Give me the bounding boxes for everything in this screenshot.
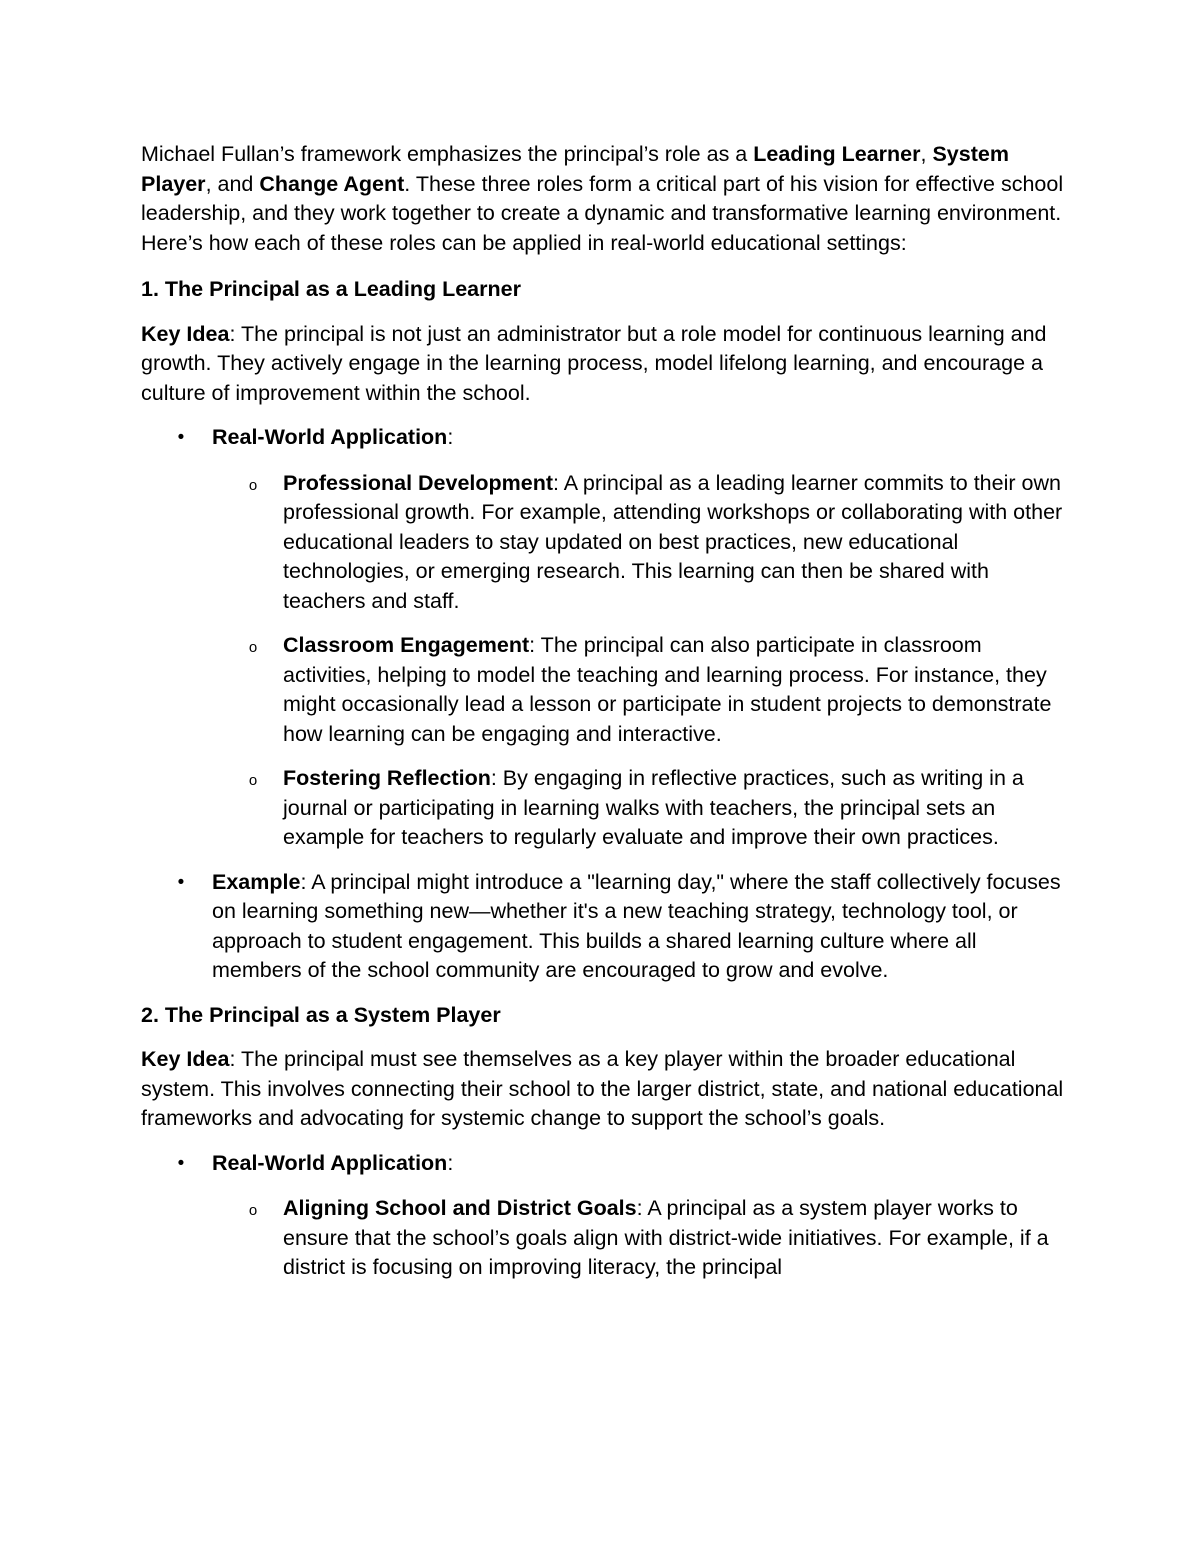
document-page (141, 140, 1071, 1298)
sub-list-item (248, 764, 1071, 853)
intro-text-4: . These three roles form a critical part of his vision for effective school leadership, and they work together to create a dynamic and transformative learning environment. Here’s how each of these roles can be applied in real-world educational settings: (141, 171, 1064, 255)
example-text: : A principal might introduce a "learning day," where the staff collectively focuses on learning something new—whether it's a new teaching strategy, technology tool, or approach to student engagement. This builds a shared learning culture where all members of the school community are encouraged to grow and evolve. (212, 869, 1061, 982)
list-item (177, 423, 1071, 853)
key-idea-text: : The principal must see themselves as a key player within the broader educational system. This involves connecting their school to the larger district, state, and national educational frameworks and advocating for systemic change to support the school’s goals. (141, 1047, 1064, 1130)
key-idea-label: Key Idea (141, 1047, 230, 1071)
circle-bullet-icon: o (248, 1202, 258, 1219)
intro-text-1: Michael Fullan’s framework emphasizes the principal’s role as a (141, 142, 754, 166)
sub-list-item (248, 631, 1071, 749)
circle-bullet-icon: o (248, 476, 258, 494)
bullet-icon: • (177, 871, 185, 893)
sub-item-label: Classroom Engagement (283, 633, 530, 657)
example-label: Example (212, 869, 301, 894)
intro-system-player: System Player (141, 142, 1009, 196)
sub-item-text: : The principal can also participate in classroom activities, helping to model the teaching and learning process. For instance, they might occasionally lead a lesson or participate in student projects to demonstrate how learning can be engaging and interactive. (283, 633, 1052, 746)
sub-item-label: Aligning School and District Goals (283, 1196, 637, 1220)
section-2-bullet-list (141, 1149, 1071, 1283)
colon: : (447, 1150, 454, 1175)
section-1-bullet-list (141, 423, 1071, 986)
bullet-icon: • (177, 1152, 185, 1174)
section-1-key-idea (141, 320, 1071, 409)
sub-item-label: Professional Development (283, 470, 554, 495)
sub-item-text: : A principal as a system player works to ensure that the school’s goals align with district-wide initiatives. For example, if a district is focusing on improving literacy, the principal (283, 1196, 1049, 1279)
sub-item-text: : A principal as a leading learner commits to their own professional growth. For example, attending workshops or collaborating with other educational leaders to stay updated on best practices, new educational technologies, or emerging research. This learning can then be shared with teachers and staff. (283, 470, 1063, 613)
bullet-icon: • (177, 427, 185, 448)
circle-bullet-icon: o (248, 639, 258, 656)
intro-change-agent: Change Agent (259, 171, 405, 196)
section-2-key-idea (141, 1045, 1071, 1134)
intro-text-3: , and (205, 171, 260, 196)
real-world-application-label: Real-World Application (212, 425, 448, 449)
circle-bullet-icon: o (248, 772, 258, 789)
section-2-heading: 2. The Principal as a System Player (141, 1002, 501, 1027)
key-idea-label: Key Idea (141, 321, 230, 346)
list-item (177, 868, 1071, 986)
real-world-application-label: Real-World Application (212, 1150, 448, 1175)
section-1-sub-list (212, 469, 1071, 853)
key-idea-text: : The principal is not just an administrator but a role model for continuous learning and growth. They actively engage in the learning process, model lifelong learning, and encourage a culture of improvement within the school. (141, 321, 1047, 405)
sub-list-item (248, 1194, 1071, 1283)
section-1-heading: 1. The Principal as a Leading Learner (141, 277, 521, 301)
list-item (177, 1149, 1071, 1283)
intro-paragraph (141, 140, 1071, 258)
sub-item-label: Fostering Reflection (283, 766, 491, 790)
colon: : (447, 425, 454, 449)
sub-item-text: : By engaging in reflective practices, such as writing in a journal or participating in learning walks with teachers, the principal sets an example for teachers to regularly evaluate and improve their own practices. (283, 766, 1024, 849)
intro-text-2: , (920, 142, 933, 166)
section-2-sub-list (212, 1194, 1071, 1283)
intro-leading-learner: Leading Learner (753, 142, 921, 166)
sub-list-item (248, 469, 1071, 617)
